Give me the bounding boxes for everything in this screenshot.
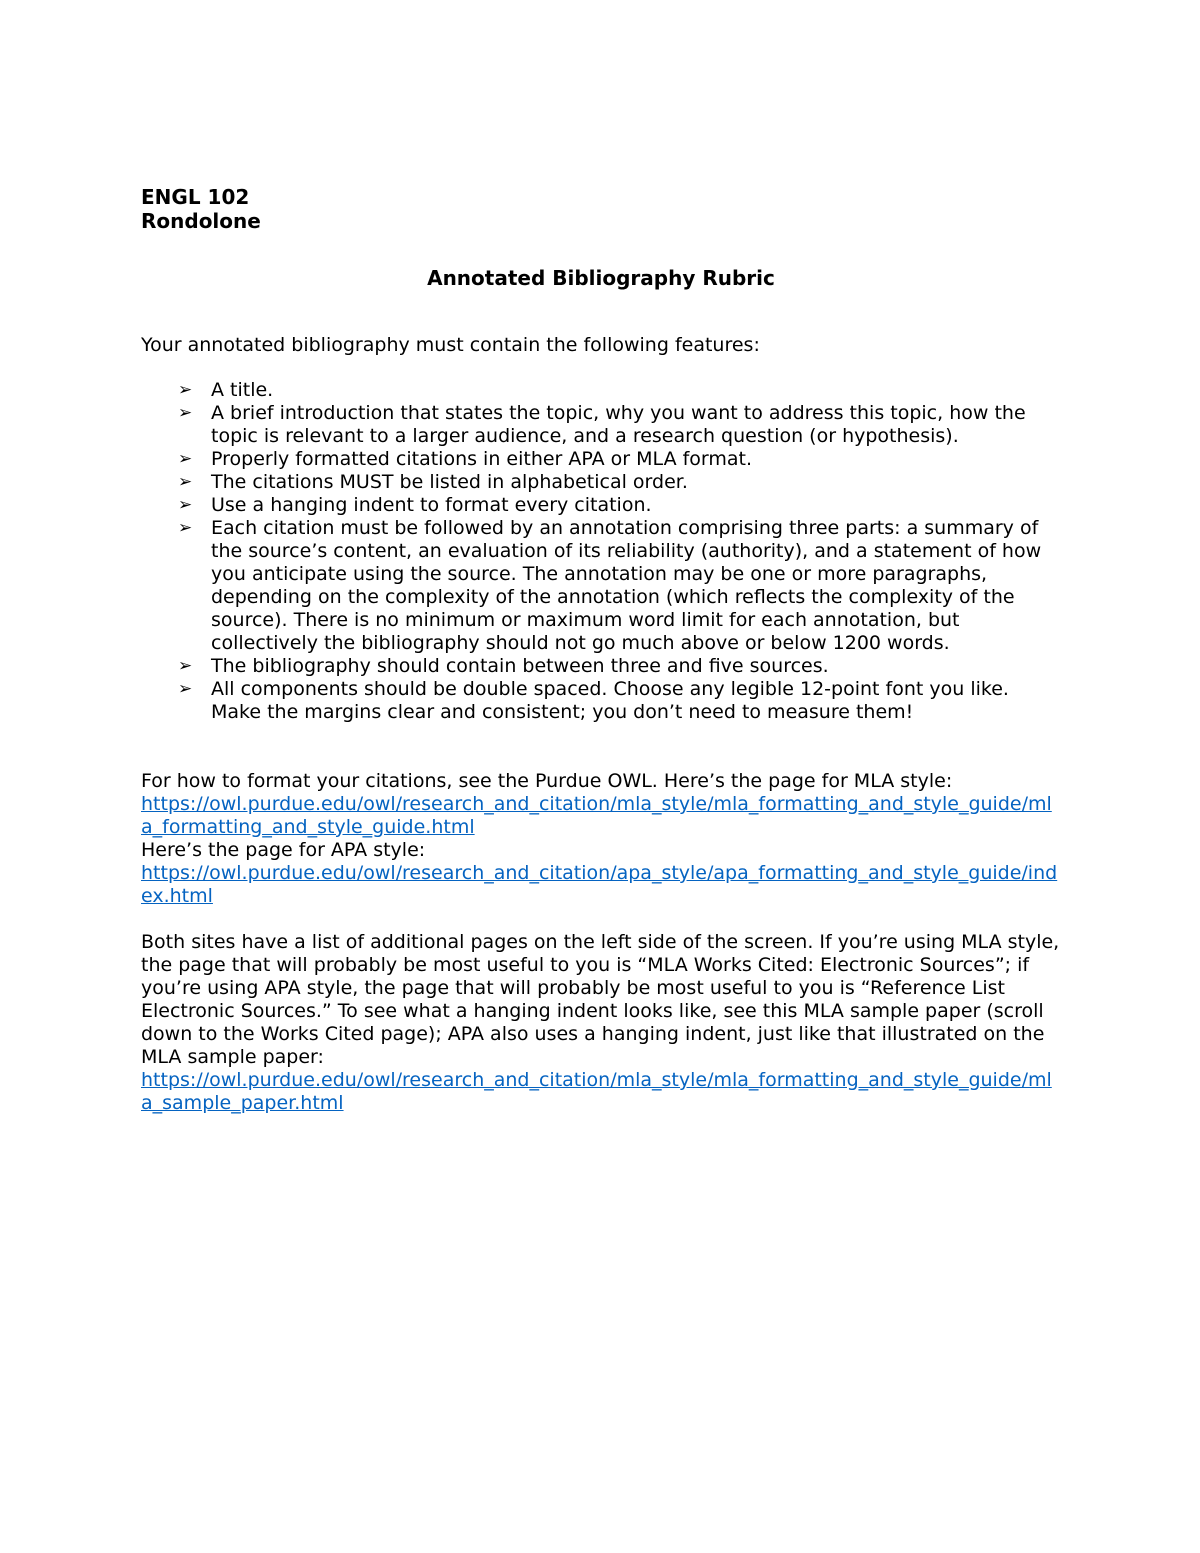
list-item [141,448,1061,471]
intro-text: Your annotated bibliography must contain the following features: [141,334,760,356]
list-item [141,517,1061,655]
apa-intro: Here’s the page for APA style: [141,839,426,861]
feature-text: A brief introduction that states the topic, why you want to address this topic, how the topic is relevant to a larger audience, and a research question (or hypothesis). [211,402,1026,447]
feature-text: Properly formatted citations in either APA or MLA format. [211,448,753,470]
feature-text: Each citation must be followed by an annotation comprising three parts: a summary of the source’s content, an evaluation of its reliability (authority), and a statement of how you anticipate using the source. The annotation may be one or more paragraphs, depending on the complexity of the annotation (which reflects the complexity of the source). There is no minimum or maximum word limit for each annotation, but collectively the bibliography should not go much above or below 1200 words. [211,517,1042,654]
arrowhead-bullet-icon: ➢ [178,403,193,423]
arrowhead-bullet-icon: ➢ [178,656,193,676]
arrowhead-bullet-icon: ➢ [178,518,193,538]
feature-text: Use a hanging indent to format every citation. [211,494,652,516]
feature-text: A title. [211,379,274,401]
arrowhead-bullet-icon: ➢ [178,495,193,515]
arrowhead-bullet-icon: ➢ [178,380,193,400]
arrowhead-bullet-icon: ➢ [178,449,193,469]
apa-guide-link[interactable]: https://owl.purdue.edu/owl/research_and_citation/apa_style/apa_formatting_and_style_guide/index.html [141,862,1058,907]
formatting-intro: For how to format your citations, see the Purdue OWL. Here’s the page for MLA style: [141,770,953,792]
list-item [141,471,1061,494]
arrowhead-bullet-icon: ➢ [178,679,193,699]
additional-section [141,931,1061,1115]
list-item [141,494,1061,517]
instructor-name: Rondolone [141,209,261,233]
list-item [141,655,1061,678]
list-item [141,402,1061,448]
document-title: Annotated Bibliography Rubric [427,266,775,290]
list-item [141,678,1061,724]
mla-sample-paper-link[interactable]: https://owl.purdue.edu/owl/research_and_citation/mla_style/mla_formatting_and_style_guide/mla_sample_paper.html [141,1069,1052,1114]
list-item [141,379,1061,402]
formatting-section [141,770,1061,908]
features-list [141,379,1061,724]
arrowhead-bullet-icon: ➢ [178,472,193,492]
mla-guide-link[interactable]: https://owl.purdue.edu/owl/research_and_citation/mla_style/mla_formatting_and_style_guide/mla_formatting_and_style_guide.html [141,793,1052,838]
feature-text: The bibliography should contain between three and five sources. [211,655,829,677]
course-code: ENGL 102 [141,185,250,209]
feature-text: All components should be double spaced. Choose any legible 12-point font you like. Make the margins clear and consistent; you don’t need to measure them! [211,678,1009,723]
document-page [141,185,1061,1115]
additional-text: Both sites have a list of additional pages on the left side of the screen. If you’re using MLA style, the page that will probably be most useful to you is “MLA Works Cited: Electronic Sources”; if you’re using APA style, the page that will probably be most useful to you is “Reference List Electronic Sources.” To see what a hanging indent looks like, see this MLA sample paper (scroll down to the Works Cited page); APA also uses a hanging indent, just like that illustrated on the MLA sample paper: [141,931,1060,1068]
feature-text: The citations MUST be listed in alphabetical order. [211,471,688,493]
